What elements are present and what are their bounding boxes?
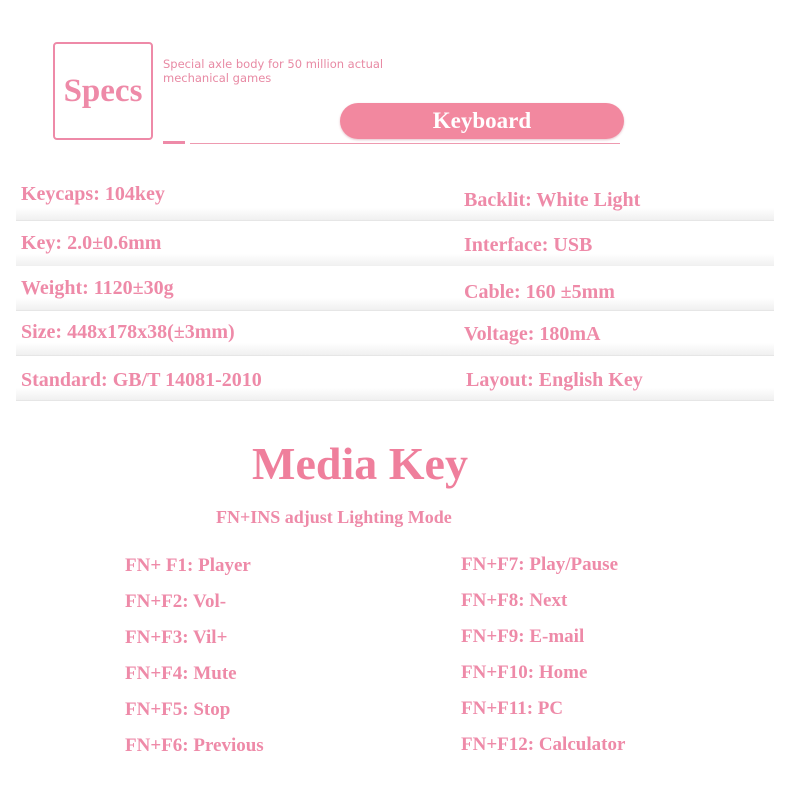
spec-row: [16, 176, 774, 221]
spec-left: Standard: GB/T 14081-2010: [21, 369, 262, 391]
spec-left: Key: 2.0±0.6mm: [21, 232, 162, 254]
spec-row: [16, 356, 774, 401]
spec-right: Voltage: 180mA: [464, 323, 601, 345]
spec-right: Layout: English Key: [466, 369, 643, 391]
keyboard-pill-label: Keyboard: [432, 108, 532, 133]
header-divider: [190, 143, 620, 144]
header-dash: [163, 141, 185, 144]
media-key-title: Media Key: [252, 438, 468, 489]
fn-key-item: FN+F4: Mute: [125, 663, 237, 684]
specs-label: Specs: [63, 72, 143, 109]
keyboard-pill: [340, 103, 624, 139]
fn-key-item: FN+F5: Stop: [125, 699, 231, 720]
fn-key-item: FN+F3: Vil+: [125, 627, 228, 648]
spec-right: Backlit: White Light: [464, 189, 641, 211]
spec-right: Interface: USB: [464, 234, 593, 256]
fn-key-item: FN+F9: E-mail: [461, 626, 585, 647]
tagline: Special axle body for 50 million actual mechanical games: [163, 57, 384, 85]
fn-key-item: FN+F7: Play/Pause: [461, 554, 619, 575]
fn-key-item: FN+ F1: Player: [125, 555, 251, 576]
spec-row: [16, 222, 774, 267]
spec-row: [16, 266, 774, 311]
fn-key-item: FN+F6: Previous: [125, 735, 264, 756]
fn-key-item: FN+F2: Vol-: [125, 591, 227, 612]
spec-right: Cable: 160 ±5mm: [464, 281, 615, 303]
specs-badge: [53, 42, 153, 140]
spec-row: [16, 311, 774, 356]
media-key-subtitle: FN+INS adjust Lighting Mode: [216, 507, 452, 527]
fn-key-item: FN+F8: Next: [461, 590, 568, 611]
spec-left: Size: 448x178x38(±3mm): [21, 321, 235, 343]
spec-left: Keycaps: 104key: [21, 183, 165, 205]
fn-key-item: FN+F11: PC: [461, 698, 564, 719]
fn-key-item: FN+F12: Calculator: [461, 734, 626, 755]
spec-left: Weight: 1120±30g: [21, 277, 174, 299]
fn-key-item: FN+F10: Home: [461, 662, 588, 683]
